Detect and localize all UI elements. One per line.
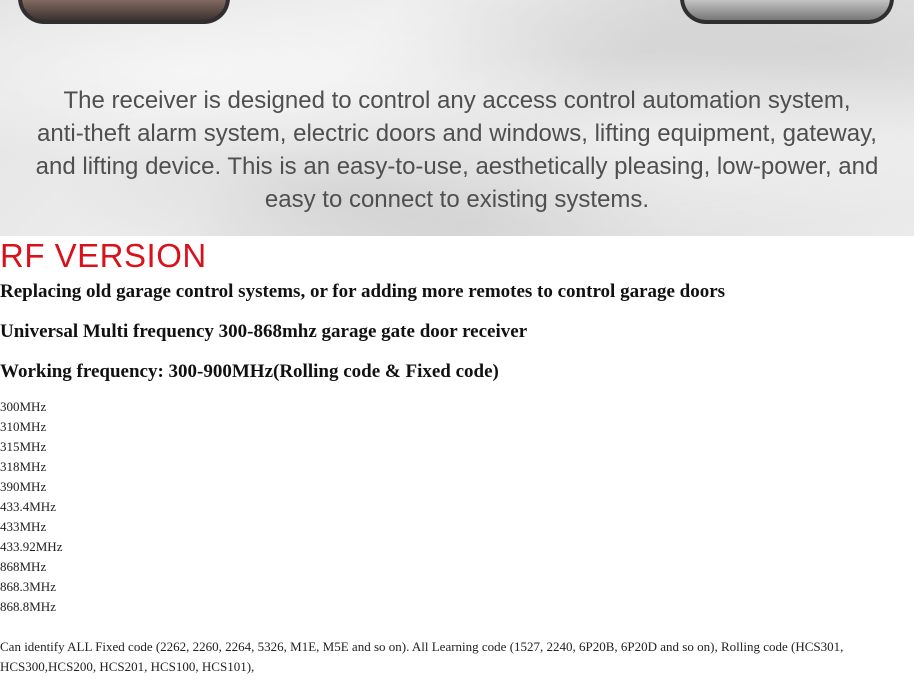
frequency-list (0, 397, 62, 617)
list-item: 433.4MHz (0, 499, 56, 514)
list-item: 868.8MHz (0, 599, 56, 614)
hero-line: anti-theft alarm system, electric doors and windows, lifting equipment, gateway, (37, 120, 877, 147)
hero-line: and lifting device. This is an easy-to-use, aesthetically pleasing, low-power, and (35, 153, 879, 180)
list-item: 318MHz (0, 459, 47, 474)
product-image-left (18, 0, 230, 24)
list-item: 433.92MHz (0, 539, 63, 554)
code-compatibility-text: Can identify ALL Fixed code (2262, 2260, 2264, 5326, M1E, M5E and so on). All Learning code (1527, 2240, 6P20B, 6P20D and so on), Rolling code (HCS301, HCS300,HCS200, HCS201, HCS100, HCS101), (0, 639, 844, 674)
heading-universal: Universal Multi frequency 300-868mhz garage gate door receiver (0, 321, 528, 342)
heading-replacing: Replacing old garage control systems, or for adding more remotes to control garage doors (0, 281, 726, 302)
list-item: 310MHz (0, 419, 47, 434)
hero-description (0, 84, 914, 216)
hero-banner (0, 0, 914, 236)
list-item: 433MHz (0, 519, 47, 534)
list-item: 390MHz (0, 479, 47, 494)
product-image-right (680, 0, 894, 24)
section-title: RF VERSION (0, 237, 207, 274)
list-item: 315MHz (0, 439, 47, 454)
hero-line: easy to connect to existing systems. (264, 186, 650, 213)
list-item: 300MHz (0, 399, 47, 414)
list-item: 868.3MHz (0, 579, 56, 594)
list-item: 868MHz (0, 559, 47, 574)
hero-line: The receiver is designed to control any access control automation system, (63, 87, 851, 114)
heading-working-frequency: Working frequency: 300-900MHz(Rolling code & Fixed code) (0, 361, 499, 382)
